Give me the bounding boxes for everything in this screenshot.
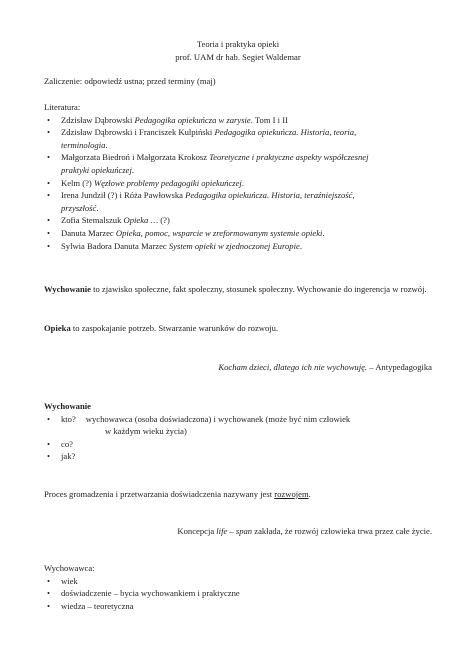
bullet-icon: • xyxy=(47,215,51,226)
literatura-section xyxy=(44,101,432,252)
bullet-icon: • xyxy=(47,438,51,449)
list-item: • co? xyxy=(47,438,73,449)
bullet-icon: • xyxy=(47,240,51,251)
wychowawca-section xyxy=(44,562,432,612)
list-item: • Danuta Marzec Opieka, pomoc, wsparcie w zreformowanym systemie opieki. xyxy=(47,227,325,238)
literatura-heading: Literatura: xyxy=(44,102,81,112)
koncepcja-line: Koncepcja life – span zakłada, że rozwój człowieka trwa przez całe życie. xyxy=(177,526,432,536)
bullet-icon: • xyxy=(47,177,51,188)
bullet-icon: • xyxy=(47,588,51,599)
bullet-icon: • xyxy=(47,114,51,125)
bullet-icon: • xyxy=(47,575,51,586)
proces-line: Proces gromadzenia i przetwarzania doświadczenia nazywany jest rozwojem. xyxy=(44,489,311,499)
antipedagogy-quote: Kocham dzieci, dlatego ich nie wychowuję. – Antypedagogika xyxy=(218,362,432,372)
list-item: • doświadczenie – bycia wychowankiem i praktyczne xyxy=(47,588,240,599)
list-item: • jak? xyxy=(47,451,76,462)
bullet-icon: • xyxy=(47,600,51,611)
bullet-icon: • xyxy=(47,227,51,238)
list-item: • Kelm (?) Węzłowe problemy pedagogiki opiekuńczej. xyxy=(47,177,244,188)
bullet-icon: • xyxy=(47,413,51,424)
wychowanie-list xyxy=(44,413,432,463)
list-item: • Sylwia Badora Danuta Marzec System opieki w zjednoczonej Europie. xyxy=(47,240,302,251)
term-opieka: Opieka xyxy=(44,323,71,333)
list-item: • Zofia Stemalszuk Opieka … (?) xyxy=(47,215,170,226)
doc-author: prof. UAM dr hab. Segiet Waldemar xyxy=(175,52,301,62)
term-wychowanie: Wychowanie xyxy=(44,284,91,294)
list-item: • Małgorzata Biedroń i Małgorzata Krokosz Teoretyczne i praktyczne aspekty współczesnej praktyki opiekuńczej. xyxy=(47,152,369,175)
underlined-term: rozwojem xyxy=(274,489,309,499)
list-item: • wiedza – teoretyczna xyxy=(47,600,134,611)
bullet-icon: • xyxy=(47,190,51,201)
list-item: • Zdzisław Dąbrowski i Franciszek Kulpiński Pedagogika opiekuńcza. Historia, teoria, terminologia. xyxy=(47,127,357,150)
wychowawca-list xyxy=(44,575,432,613)
literatura-list xyxy=(44,114,432,253)
wychowanie-heading: Wychowanie xyxy=(44,401,91,411)
list-item: • Zdzisław Dąbrowski Pedagogika opiekuńcza w zarysie. Tom I i II xyxy=(47,114,288,125)
bullet-icon: • xyxy=(47,152,51,163)
list-item: • Irena Jundził (?) i Róża Pawłowska Pedagogika opiekuńcza. Historia, teraźniejszość, przyszłość. xyxy=(47,190,355,213)
bullet-icon: • xyxy=(47,451,51,462)
doc-title: Teoria i praktyka opieki xyxy=(196,39,280,49)
wychowanie-section xyxy=(44,400,432,463)
list-item: • kto? wychowawca (osoba doświadczona) i wychowanek (może być nim człowiek w każdym wieku życia) xyxy=(47,413,351,437)
list-item: • wiek xyxy=(47,575,78,586)
wychowawca-heading: Wychowawca: xyxy=(44,563,95,573)
opieka-definition: Opieka to zaspokajanie potrzeb. Stwarzanie warunków do rozwoju. xyxy=(44,323,279,333)
zaliczenie-line: Zaliczenie: odpowiedź ustna; przed terminy (maj) xyxy=(44,76,216,86)
wychowanie-definition: Wychowanie to zjawisko społeczne, fakt społeczny, stosunek społeczny. Wychowanie do ingerencja w rozwój. xyxy=(44,284,427,294)
bullet-icon: • xyxy=(47,127,51,138)
